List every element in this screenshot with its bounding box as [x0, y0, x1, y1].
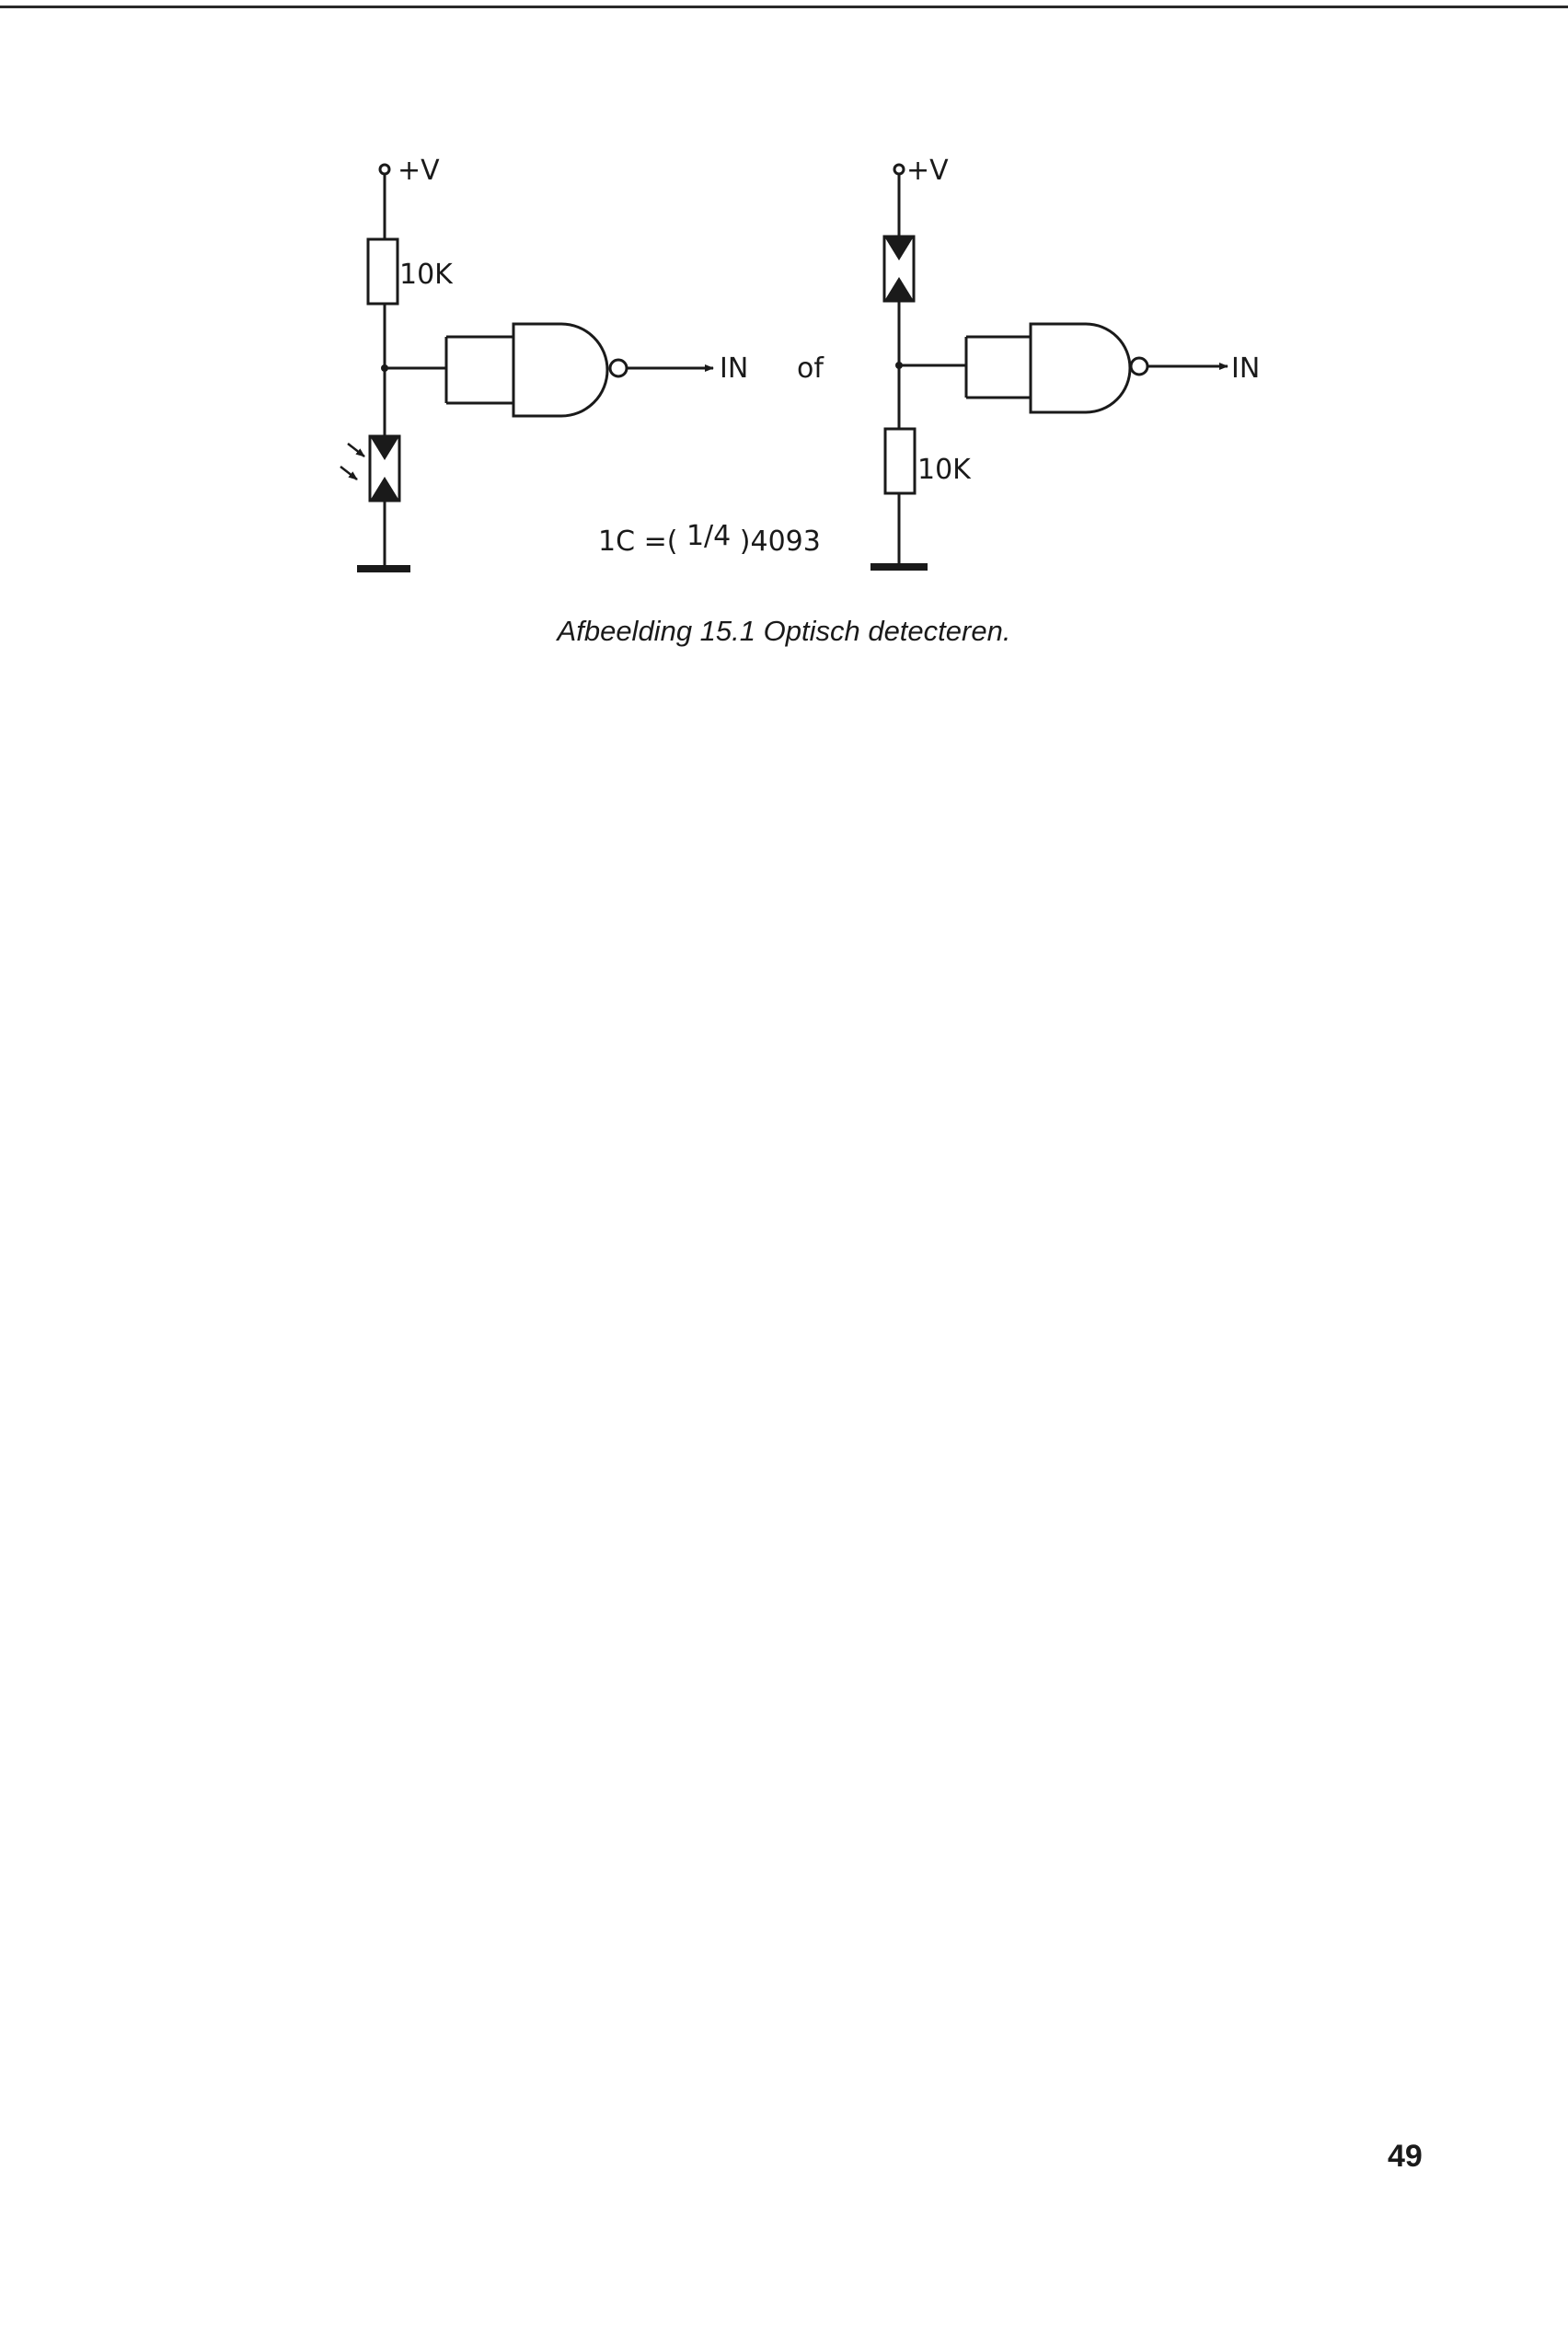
left-circuit — [340, 165, 713, 569]
ic-note-fraction: 1/4 — [686, 520, 732, 552]
connector-text: of — [797, 352, 824, 385]
right-circuit — [870, 165, 1228, 567]
ic-note-suffix: )4093 — [739, 525, 821, 558]
ic-note — [598, 520, 821, 558]
right-output-label: IN — [1231, 352, 1261, 385]
right-resistor — [885, 429, 915, 493]
light-ray-1 — [348, 444, 364, 456]
ic-note-prefix: 1C =( — [598, 525, 678, 558]
right-inverter-bubble — [1131, 358, 1147, 375]
figure-caption: Afbeelding 15.1 Optisch detecteren. — [557, 615, 1011, 647]
left-nand-gate — [513, 324, 607, 416]
left-inverter-bubble — [610, 360, 627, 376]
right-resistor-label: 10K — [917, 454, 971, 486]
right-supply-label: +V — [906, 155, 949, 187]
right-nand-gate — [1031, 324, 1130, 412]
page-number: 49 — [1388, 2139, 1423, 2174]
circuit-diagram — [0, 0, 1568, 663]
left-resistor — [368, 239, 398, 304]
right-supply-terminal — [894, 165, 904, 174]
left-resistor-label: 10K — [399, 259, 453, 291]
left-output-label: IN — [720, 352, 749, 385]
left-supply-label: +V — [398, 155, 440, 187]
light-ray-2 — [340, 467, 357, 479]
left-supply-terminal — [380, 165, 389, 174]
